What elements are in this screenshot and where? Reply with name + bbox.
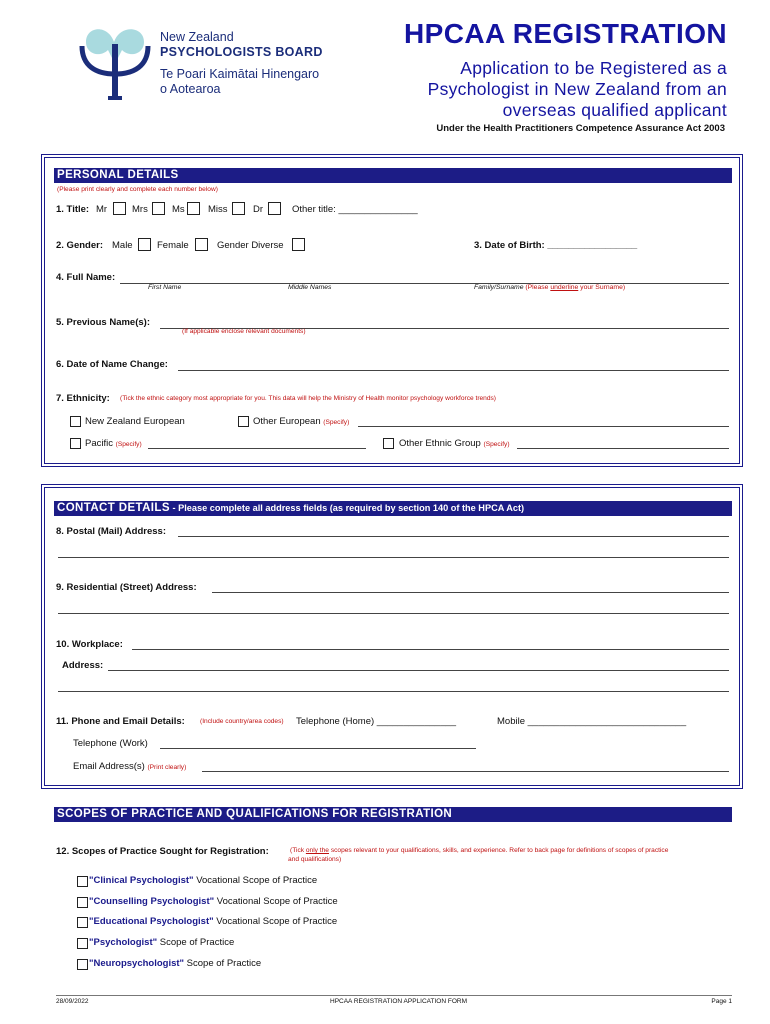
ethnicity-nz-european-label: New Zealand European	[85, 416, 185, 427]
scopes-question-note-2: and qualifications)	[288, 856, 342, 863]
psi-logo-icon	[78, 24, 152, 102]
mobile-field[interactable]: Mobile ______________________________	[497, 716, 687, 727]
postal-address-line2[interactable]	[58, 557, 729, 558]
email-label: Email Address(s) (Print clearly)	[73, 761, 187, 772]
gender-label: 2. Gender:	[56, 240, 103, 251]
org-name-line2: PSYCHOLOGISTS BOARD	[160, 45, 323, 59]
ethnicity-pacific-label: Pacific (Specify)	[85, 438, 142, 449]
ethnicity-pacific-checkbox[interactable]	[70, 438, 81, 449]
workplace-input[interactable]	[132, 649, 729, 650]
scope-educational-checkbox[interactable]	[77, 917, 88, 928]
scope-counselling-label: "Counselling Psychologist" Vocational Scope of Practice	[89, 896, 338, 907]
other-title-field[interactable]: Other title: _______________	[292, 204, 418, 215]
title-mrs-label: Mrs	[132, 204, 148, 215]
email-input[interactable]	[202, 771, 729, 772]
scopes-heading: SCOPES OF PRACTICE AND QUALIFICATIONS FOR REGISTRATION	[54, 807, 732, 822]
workplace-address-line2[interactable]	[58, 691, 729, 692]
full-name-input[interactable]	[120, 283, 729, 284]
footer-rule	[56, 995, 732, 996]
ethnicity-other-european-input[interactable]	[358, 426, 729, 427]
first-name-caption: First Name	[148, 284, 182, 291]
workplace-address-label: Address:	[62, 660, 104, 671]
footer-date: 28/09/2022	[56, 998, 89, 1005]
residential-address-input[interactable]	[212, 592, 729, 593]
ethnicity-other-group-input[interactable]	[517, 448, 729, 449]
board-logo	[78, 24, 152, 102]
workplace-address-input[interactable]	[108, 670, 729, 671]
residential-address-label: 9. Residential (Street) Address:	[56, 582, 197, 593]
ethnicity-nz-european-checkbox[interactable]	[70, 416, 81, 427]
postal-address-input[interactable]	[178, 536, 729, 537]
name-change-input[interactable]	[178, 370, 729, 371]
title-mr-label: Mr	[96, 204, 108, 215]
previous-names-label: 5. Previous Name(s):	[56, 317, 150, 328]
title-ms-label: Ms	[172, 204, 185, 215]
scopes-question-label: 12. Scopes of Practice Sought for Registration:	[56, 846, 269, 857]
footer-page-number: Page 1	[711, 998, 732, 1005]
date-of-birth-field[interactable]: 3. Date of Birth: _________________	[474, 240, 638, 251]
footer-form-name: HPCAA REGISTRATION APPLICATION FORM	[330, 998, 468, 1005]
org-name-maori-2: o Aotearoa	[160, 82, 221, 96]
form-title: HPCAA REGISTRATION	[404, 18, 727, 49]
gender-male-checkbox[interactable]	[138, 238, 151, 251]
ethnicity-other-european-checkbox[interactable]	[238, 416, 249, 427]
phone-email-label: 11. Phone and Email Details:	[56, 716, 185, 727]
postal-address-label: 8. Postal (Mail) Address:	[56, 526, 166, 537]
ethnicity-other-european-label: Other European (Specify)	[253, 416, 350, 427]
full-name-label: 4. Full Name:	[56, 272, 116, 283]
form-subtitle: Application to be Registered as a Psychologist in New Zealand from an overseas qualified applicant	[427, 58, 727, 120]
middle-names-caption: Middle Names	[288, 284, 332, 291]
ethnicity-note: (Tick the ethnic category most appropriate for you. This data will help the Ministry of Health monitor psychology workforce trends)	[120, 395, 497, 402]
contact-details-heading: CONTACT DETAILS - Please complete all address fields (as required by section 140 of the HPCA Act)	[54, 501, 732, 516]
title-miss-checkbox[interactable]	[232, 202, 245, 215]
family-name-caption: Family/Surname (Please underline your Surname)	[474, 284, 626, 291]
workplace-label: 10. Workplace:	[56, 639, 123, 650]
gender-female-label: Female	[157, 240, 189, 251]
scope-clinical-checkbox[interactable]	[77, 876, 88, 887]
telephone-home-field[interactable]: Telephone (Home) _______________	[296, 716, 457, 727]
ethnicity-other-group-checkbox[interactable]	[383, 438, 394, 449]
scope-clinical-label: "Clinical Psychologist" Vocational Scope of Practice	[89, 875, 318, 886]
scope-counselling-checkbox[interactable]	[77, 897, 88, 908]
act-reference: Under the Health Practitioners Competence Assurance Act 2003	[436, 123, 725, 134]
personal-details-heading: PERSONAL DETAILS	[54, 168, 732, 183]
scopes-question-note: (Tick only the scopes relevant to your qualifications, skills, and experience. Refer to back page for definitions of scopes of practice	[290, 847, 669, 854]
gender-diverse-checkbox[interactable]	[292, 238, 305, 251]
gender-male-label: Male	[112, 240, 133, 251]
previous-names-note: (If applicable enclose relevant documents)	[182, 328, 306, 335]
gender-diverse-label: Gender Diverse	[217, 240, 284, 251]
telephone-work-input[interactable]	[160, 748, 476, 749]
residential-address-line2[interactable]	[58, 613, 729, 614]
title-dr-checkbox[interactable]	[268, 202, 281, 215]
phone-email-note: (Include country/area codes)	[200, 718, 284, 725]
scope-neuropsychologist-checkbox[interactable]	[77, 959, 88, 970]
telephone-work-label: Telephone (Work)	[73, 738, 148, 749]
title-mrs-checkbox[interactable]	[152, 202, 165, 215]
scope-neuropsychologist-label: "Neuropsychologist" Scope of Practice	[89, 958, 262, 969]
personal-note: (Please print clearly and complete each number below)	[57, 186, 218, 193]
ethnicity-other-group-label: Other Ethnic Group (Specify)	[399, 438, 510, 449]
name-change-label: 6. Date of Name Change:	[56, 359, 168, 370]
scope-psychologist-checkbox[interactable]	[77, 938, 88, 949]
title-miss-label: Miss	[208, 204, 228, 215]
scope-psychologist-label: "Psychologist" Scope of Practice	[89, 937, 235, 948]
gender-female-checkbox[interactable]	[195, 238, 208, 251]
title-dr-label: Dr	[253, 204, 264, 215]
scope-educational-label: "Educational Psychologist" Vocational Scope of Practice	[89, 916, 338, 927]
title-label: 1. Title:	[56, 204, 90, 215]
title-ms-checkbox[interactable]	[187, 202, 200, 215]
title-mr-checkbox[interactable]	[113, 202, 126, 215]
ethnicity-label: 7. Ethnicity:	[56, 393, 110, 404]
ethnicity-pacific-input[interactable]	[148, 448, 366, 449]
org-name-maori-1: Te Poari Kaimātai Hinengaro	[160, 67, 320, 81]
org-name-line1: New Zealand	[160, 30, 234, 44]
